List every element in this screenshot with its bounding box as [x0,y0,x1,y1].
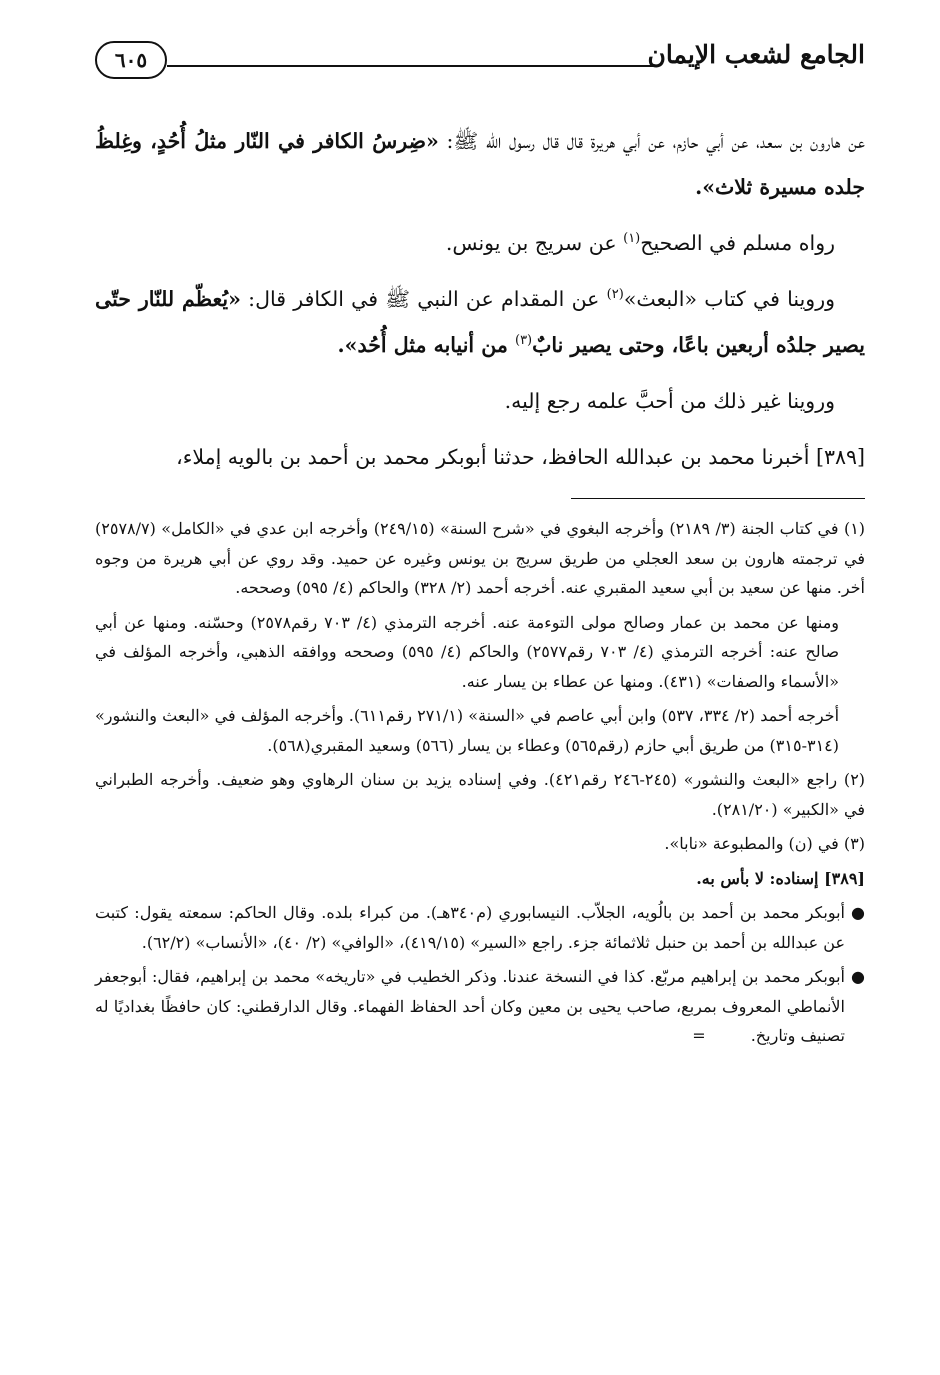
main-text [95,118,865,490]
footnote-ref-3: (٣) [514,333,533,349]
paragraph-other: وروينا غير ذلك من أحبَّ علمه رجع إليه. [504,389,835,413]
footnote-ref-1: (١) [623,231,641,247]
page-header [95,38,865,84]
hadith-text: من أنيابه مثل أُحُد». [337,333,515,357]
footnote-1-continued: ومنها عن محمد بن عمار وصالح مولى التوءمة عنه. أخرجه الترمذي (٤/ ٧٠٣ رقم٢٥٧٨) وحسّنه. ومنها عن أبي صالح عنه: أخرجه الترمذي (٤/ ٧٠٣ رقم٢٥٧٧) والحاكم (٤/ ٥٩٥) وصححه ووافقه الذهبي، وأخرجه المؤلف في «الأسماء والصفات» (٤٣١). ومنها عن عطاء بن يسار عنه. [95,612,840,691]
footnote-1: (١) في كتاب الجنة (٣/ ٢١٨٩) وأخرجه البغوي في «شرح السنة» (٢٤٩/١٥) وأخرجه ابن عدي في «الكامل» (٢٥٧٨/٧) في ترجمته هارون بن سعد العجلي من طريق سريج بن يونس وغيره عن حميد. وقد روي عن أبي هريرة من وجوه أخر. منها عن سعيد بن أبي سعيد المقبري عنه. أخرجه أحمد (٢/ ٣٢٨) والحاكم (٤/ ٥٩٥) وصححه. [95,519,866,597]
text-span: عن سريج بن يونس. [445,231,624,255]
text-span: رواه مسلم في الصحيح [640,231,835,255]
isnad-text: عن هارون بن سعد، عن أبي حازم، عن أبي هريرة قال قال رسول الله ﷺ: [438,129,865,153]
header-rule [167,65,657,67]
running-title: الجامع لشعب الإيمان [647,40,865,69]
paragraph-hadith-1 [95,118,865,210]
text-span: وروينا في كتاب «البعث» [623,287,836,311]
narrator-text: أبوبكر محمد بن إبراهيم مربّع. كذا في النسخة عندنا. وذكر الخطيب في «تاريخه» محمد بن إبراهيم، فقال: أبوجعفر الأنماطي المعروف بمربع، صاحب يحيى بن معين وكان أحد الحفاظ الفهماء. وقال الدارقطني: كان حافظًا بغداديًا له تصنيف وتاريخ. [95,967,846,1045]
text-span: عن المقدام عن النبي ﷺ في الكافر قال: [240,287,607,311]
paragraph-bath [95,276,865,368]
hadith-text: «ضِرسُ الكافر في النّار مثلُ أُحُدٍ، وغِلظُ جلده مسيرة ثلاث». [95,129,865,199]
narrator-note-1 [95,898,865,957]
footnote-ref-2: (٢) [606,287,624,303]
narrator-note-2 [95,962,865,1051]
footnote-2: (٢) راجع «البعث والنشور» (٢٤٥-٢٤٦ رقم٤٢١). وفي إسناده يزيد بن سنان الرهاوي وهو ضعيف. وأخرجه الطبراني في «الكبير» (٢٨١/٢٠). [95,770,866,819]
bullet-icon: ● [851,903,865,922]
paragraph-muslim [95,220,865,266]
narrator-text: أبوبكر محمد بن أحمد بن بالُويه، الجلاّب. النيسابوري (م٣٤٠هـ). من كبراء بلده. وقال الحاكم: سمعته يقول: كتبت عن عبدالله بن أحمد بن حنبل ثلاثمائة جزء. راجع «السير» (٤١٩/١٥)، «الوافي» (٢/ ٤٠)، «الأنساب» (٦٢/٢). [95,903,845,952]
paragraph-389: [٣٨٩] أخبرنا محمد بن عبدالله الحافظ، حدثنا أبوبكر محمد بن أحمد بن بالويه إملاء، [176,445,865,469]
hadith-text: «يُعظّم للنّار حتّى يصير جلدُه أربعين باعًا، وحتى يصير نابٌ [95,287,865,357]
footnote-3: (٣) في (ن) والمطبوعة «نابا». [664,834,865,853]
page-number: ٦٠٥ [95,41,167,79]
footnotes [95,514,865,1056]
bullet-icon: ● [851,967,865,986]
isnad-heading: [٣٨٩] إسناده: لا بأس به. [696,868,865,888]
footnote-1-continued-2: أخرجه أحمد (٢/ ٣٣٤، ٥٣٧) وابن أبي عاصم في «السنة» (٢٧١/١ رقم٦١١). وأخرجه المؤلف في «البعث والنشور» (٣١٤-٣١٥) من طريق أبي حازم (رقم٥٦٥) وعطاء بن يسار (٥٦٦) وسعيد المقبري(٥٦٨). [95,706,840,755]
footnote-rule [571,498,865,499]
continuation-mark: = [692,1026,706,1045]
